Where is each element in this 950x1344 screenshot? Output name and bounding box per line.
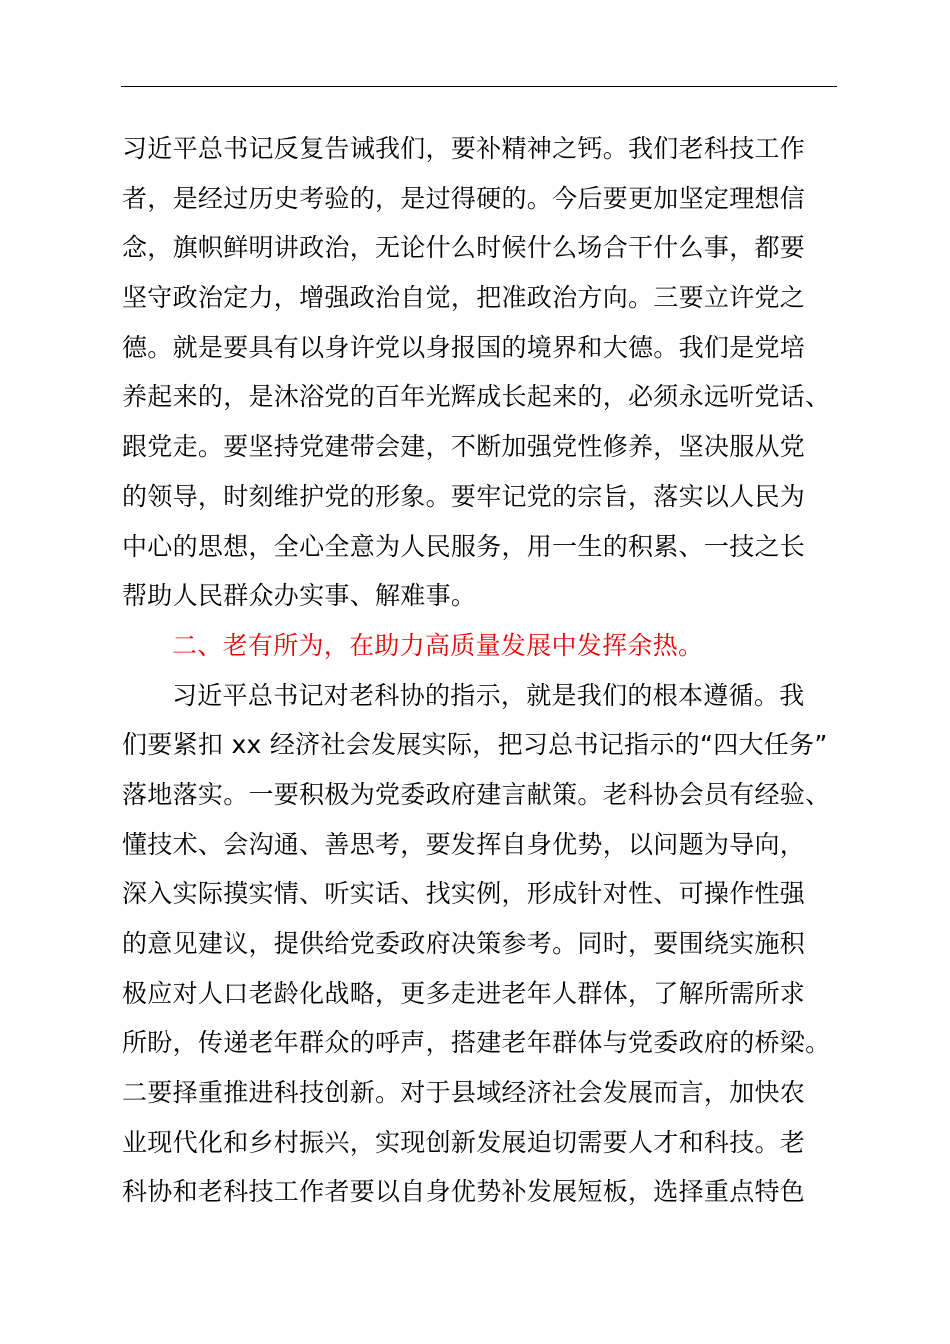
paragraph-line: 养起来的，是沐浴党的百年光辉成长起来的，必须永远听党话、	[122, 382, 831, 412]
paragraph-line: 业现代化和乡村振兴，实现创新发展迫切需要人才和科技。老	[122, 1127, 806, 1157]
paragraph-line: 坚守政治定力，增强政治自觉，把准政治方向。三要立许党之	[122, 283, 806, 313]
paragraph-line: 们要紧扣 xx 经济社会发展实际，把习总书记指示的“四大任务”	[122, 730, 828, 760]
header-rule	[121, 86, 837, 87]
paragraph-line: 跟党走。要坚持党建带会建，不断加强党性修养，坚决服从党	[122, 432, 806, 462]
paragraph-line: 德。就是要具有以身许党以身报国的境界和大德。我们是党培	[122, 332, 806, 362]
paragraph-line: 的意见建议，提供给党委政府决策参考。同时，要围绕实施积	[122, 929, 806, 958]
paragraph-line: 极应对人口老龄化战略，更多走进老年人群体，了解所需所求	[122, 978, 806, 1008]
document-body	[122, 124, 838, 1217]
paragraph-line: 念，旗帜鲜明讲政治，无论什么时候什么场合干什么事，都要	[122, 233, 806, 263]
paragraph-line: 的领导，时刻维护党的形象。要牢记党的宗旨，落实以人民为	[122, 481, 806, 511]
paragraph-line: 落地落实。一要积极为党委政府建言献策。老科协会员有经验、	[122, 779, 831, 809]
paragraph-line: 者，是经过历史考验的，是过得硬的。今后要更加坚定理想信	[122, 183, 806, 213]
section-heading: 二、老有所为，在助力高质量发展中发挥余热。	[172, 630, 704, 660]
paragraph-line: 中心的思想，全心全意为人民服务，用一生的积累、一技之长	[122, 531, 806, 561]
paragraph-line: 科协和老科技工作者要以自身优势补发展短板，选择重点特色	[122, 1177, 806, 1207]
paragraph-line: 深入实际摸实情、听实话、找实例，形成针对性、可操作性强	[122, 879, 806, 909]
paragraph-line: 习近平总书记反复告诫我们，要补精神之钙。我们老科技工作	[122, 134, 806, 163]
paragraph-line: 习近平总书记对老科协的指示，就是我们的根本遵循。我	[172, 680, 805, 710]
paragraph-line: 帮助人民群众办实事、解难事。	[122, 581, 477, 611]
paragraph-line: 懂技术、会沟通、善思考，要发挥自身优势，以问题为导向，	[122, 829, 806, 859]
paragraph-line: 所盼，传递老年群众的呼声，搭建老年群体与党委政府的桥梁。	[122, 1028, 831, 1058]
paragraph-line: 二要择重推进科技创新。对于县域经济社会发展而言，加快农	[122, 1078, 806, 1108]
